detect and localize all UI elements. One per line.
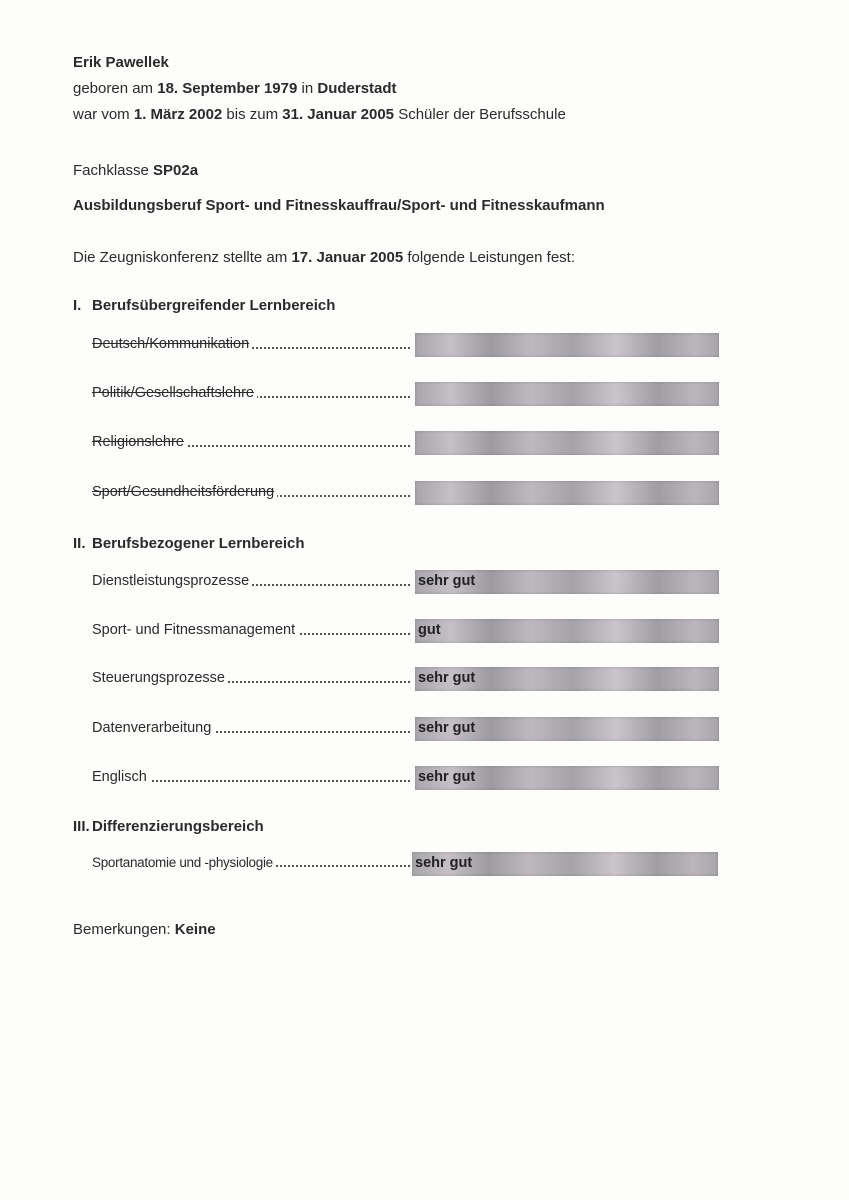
grade-field bbox=[415, 333, 719, 357]
grade-field: gut bbox=[415, 619, 719, 643]
end-date: 31. Januar 2005 bbox=[282, 106, 395, 123]
grade-field: sehr gut bbox=[415, 717, 719, 741]
grade-field bbox=[415, 481, 719, 505]
subject-name: Sportanatomie und -physiologie bbox=[92, 855, 276, 870]
remarks-line: Bemerkungen: Keine bbox=[73, 921, 216, 938]
start-date: 1. März 2002 bbox=[133, 106, 223, 123]
class-line: Fachklasse SP02a bbox=[73, 162, 199, 179]
subject-row bbox=[92, 333, 719, 357]
conference-date: 17. Januar 2005 bbox=[291, 249, 404, 266]
birth-place: Duderstadt bbox=[317, 80, 397, 97]
grade-field: sehr gut bbox=[415, 667, 719, 691]
subject-row bbox=[92, 852, 719, 876]
grade-field: sehr gut bbox=[415, 766, 719, 790]
grade-field bbox=[415, 382, 719, 406]
subject-row bbox=[92, 481, 719, 505]
grade-field: sehr gut bbox=[415, 570, 719, 594]
subject-name: Religionslehre bbox=[92, 434, 187, 450]
subject-row bbox=[92, 431, 719, 455]
birth-line: geboren am 18. September 1979 in Duderstadt bbox=[73, 80, 397, 97]
subject-name: Sport- und Fitnessmanagement bbox=[92, 622, 298, 638]
attendance-line: war vom 1. März 2002 bis zum 31. Januar 2005 Schüler der Berufsschule bbox=[73, 106, 566, 123]
subject-row bbox=[92, 717, 719, 741]
grade-field bbox=[415, 431, 719, 455]
subject-name: Deutsch/Kommunikation bbox=[92, 336, 252, 352]
remarks-value: Keine bbox=[174, 921, 216, 938]
subject-name: Steuerungsprozesse bbox=[92, 670, 228, 686]
class-value: SP02a bbox=[153, 162, 199, 179]
grade-field: sehr gut bbox=[412, 852, 718, 876]
subject-row bbox=[92, 766, 719, 790]
subject-name: Datenverarbeitung bbox=[92, 720, 214, 736]
subject-row bbox=[92, 619, 719, 643]
student-name: Erik Pawellek bbox=[73, 54, 169, 71]
profession-line: Ausbildungsberuf Sport- und Fitnesskauffrau/Sport- und Fitnesskaufmann bbox=[73, 197, 605, 214]
subject-name: Dienstleistungsprozesse bbox=[92, 573, 252, 589]
section-heading: II. Berufsbezogener Lernbereich bbox=[73, 535, 305, 552]
subject-row bbox=[92, 667, 719, 691]
subject-name: Politik/Gesellschaftslehre bbox=[92, 385, 257, 401]
section-heading: I. Berufsübergreifender Lernbereich bbox=[73, 297, 336, 314]
subject-row bbox=[92, 570, 719, 594]
birth-date: 18. September 1979 bbox=[157, 80, 298, 97]
subject-name: Englisch bbox=[92, 769, 150, 785]
conference-line: Die Zeugniskonferenz stellte am 17. Januar 2005 folgende Leistungen fest: bbox=[73, 249, 576, 266]
subject-name: Sport/Gesundheitsförderung bbox=[92, 484, 277, 500]
section-heading: III. Differenzierungsbereich bbox=[73, 818, 264, 835]
subject-row bbox=[92, 382, 719, 406]
